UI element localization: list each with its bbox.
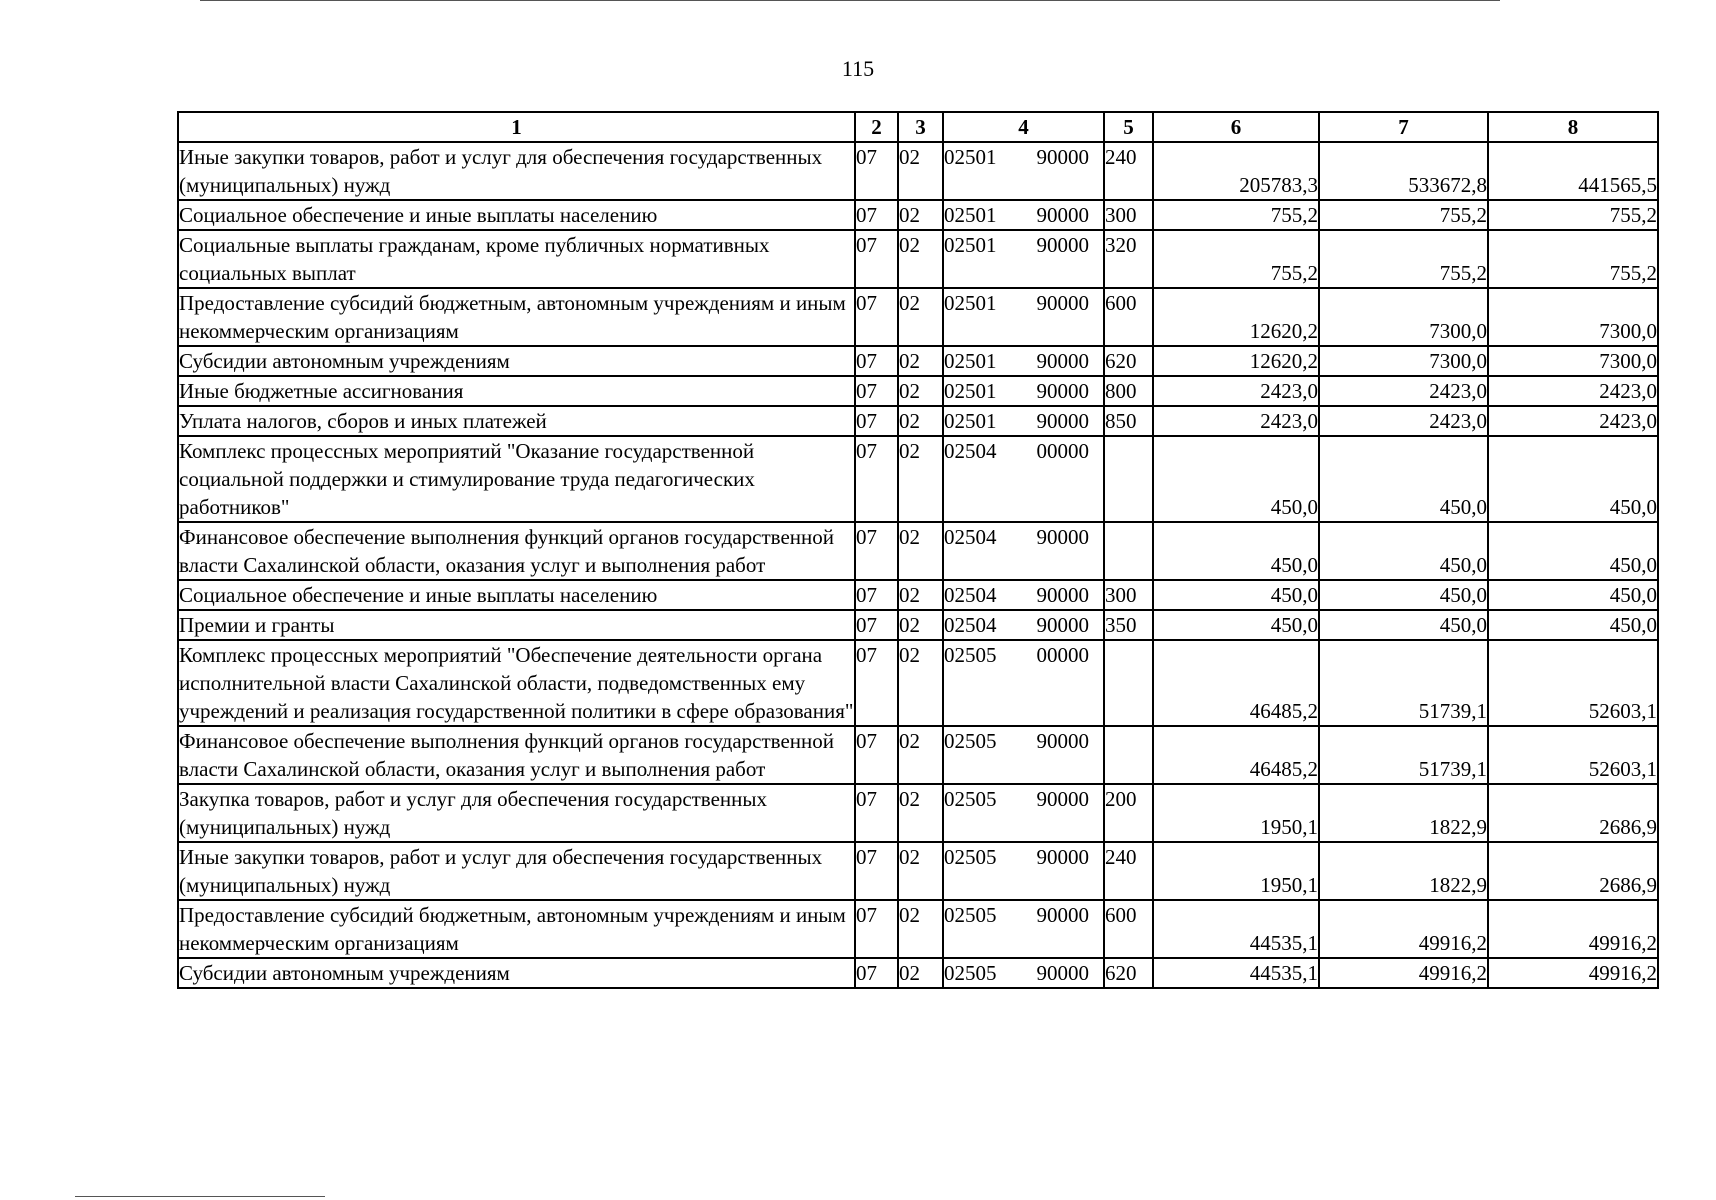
page-number: 115 — [841, 56, 875, 81]
row-section: 07 — [855, 726, 898, 784]
row-amount-col6: 450,0 — [1153, 580, 1319, 610]
target-article-direction: 90000 — [1036, 961, 1089, 985]
target-article-program: 02501 — [944, 349, 997, 373]
target-article-direction: 90000 — [1036, 613, 1089, 637]
row-expense-type: 300 — [1104, 200, 1153, 230]
row-expense-type — [1104, 640, 1153, 726]
row-amount-col6: 1950,1 — [1153, 784, 1319, 842]
target-article-parts — [944, 843, 1103, 871]
target-article-parts — [944, 727, 1103, 755]
row-section: 07 — [855, 580, 898, 610]
table-row — [178, 230, 1658, 288]
header-col-5: 5 — [1104, 112, 1153, 142]
row-amount-col6: 205783,3 — [1153, 142, 1319, 200]
table-row — [178, 376, 1658, 406]
target-article-direction: 90000 — [1036, 525, 1089, 549]
target-article-parts — [944, 201, 1103, 229]
target-article-program: 02501 — [944, 233, 997, 257]
row-amount-col8: 755,2 — [1488, 200, 1658, 230]
row-amount-col8: 7300,0 — [1488, 288, 1658, 346]
target-article-direction: 90000 — [1036, 903, 1089, 927]
row-amount-col8: 52603,1 — [1488, 726, 1658, 784]
row-amount-col8: 450,0 — [1488, 580, 1658, 610]
row-amount-col8: 450,0 — [1488, 436, 1658, 522]
table-row — [178, 436, 1658, 522]
budget-table-container — [177, 111, 1659, 989]
row-subsection: 02 — [898, 142, 943, 200]
target-article-parts — [944, 289, 1103, 317]
row-name: Комплекс процессных мероприятий "Обеспечение деятельности органа исполнительной власти Сахалинской области, подведомственных ему учреждений и реализация государственной политики в сфере образования" — [178, 640, 855, 726]
row-name: Уплата налогов, сборов и иных платежей — [178, 406, 855, 436]
table-row — [178, 142, 1658, 200]
row-amount-col6: 12620,2 — [1153, 346, 1319, 376]
target-article-program: 02505 — [944, 845, 997, 869]
row-target-article — [943, 522, 1104, 580]
header-col-3: 3 — [898, 112, 943, 142]
row-name: Финансовое обеспечение выполнения функций органов государственной власти Сахалинской области, оказания услуг и выполнения работ — [178, 726, 855, 784]
table-row — [178, 406, 1658, 436]
row-expense-type: 600 — [1104, 900, 1153, 958]
row-section: 07 — [855, 200, 898, 230]
row-name: Субсидии автономным учреждениям — [178, 958, 855, 988]
row-subsection: 02 — [898, 288, 943, 346]
row-amount-col7: 533672,8 — [1319, 142, 1488, 200]
target-article-direction: 00000 — [1036, 439, 1089, 463]
table-header-row — [178, 112, 1658, 142]
row-subsection: 02 — [898, 726, 943, 784]
row-expense-type — [1104, 522, 1153, 580]
row-target-article — [943, 288, 1104, 346]
target-article-program: 02501 — [944, 203, 997, 227]
row-subsection: 02 — [898, 230, 943, 288]
target-article-direction: 90000 — [1036, 379, 1089, 403]
row-amount-col7: 1822,9 — [1319, 784, 1488, 842]
row-expense-type: 620 — [1104, 958, 1153, 988]
target-article-direction: 90000 — [1036, 203, 1089, 227]
row-amount-col8: 52603,1 — [1488, 640, 1658, 726]
row-subsection: 02 — [898, 580, 943, 610]
row-expense-type: 240 — [1104, 142, 1153, 200]
row-section: 07 — [855, 436, 898, 522]
table-row — [178, 346, 1658, 376]
row-subsection: 02 — [898, 200, 943, 230]
row-subsection: 02 — [898, 406, 943, 436]
row-name: Иные бюджетные ассигнования — [178, 376, 855, 406]
target-article-parts — [944, 377, 1103, 405]
row-subsection: 02 — [898, 376, 943, 406]
row-subsection: 02 — [898, 784, 943, 842]
row-expense-type: 200 — [1104, 784, 1153, 842]
row-target-article — [943, 230, 1104, 288]
target-article-direction: 90000 — [1036, 409, 1089, 433]
table-row — [178, 640, 1658, 726]
row-subsection: 02 — [898, 842, 943, 900]
row-subsection: 02 — [898, 900, 943, 958]
target-article-direction: 90000 — [1036, 787, 1089, 811]
row-expense-type: 300 — [1104, 580, 1153, 610]
row-amount-col8: 7300,0 — [1488, 346, 1658, 376]
row-name: Комплекс процессных мероприятий "Оказание государственной социальной поддержки и стимулирование труда педагогических работников" — [178, 436, 855, 522]
row-name: Социальное обеспечение и иные выплаты населению — [178, 580, 855, 610]
row-name: Премии и гранты — [178, 610, 855, 640]
table-row — [178, 200, 1658, 230]
target-article-parts — [944, 581, 1103, 609]
table-row — [178, 842, 1658, 900]
target-article-direction: 90000 — [1036, 583, 1089, 607]
target-article-program: 02505 — [944, 961, 997, 985]
row-expense-type: 320 — [1104, 230, 1153, 288]
target-article-program: 02505 — [944, 903, 997, 927]
row-amount-col7: 450,0 — [1319, 580, 1488, 610]
row-amount-col8: 2686,9 — [1488, 842, 1658, 900]
row-expense-type: 800 — [1104, 376, 1153, 406]
row-amount-col6: 2423,0 — [1153, 376, 1319, 406]
row-name: Социальные выплаты гражданам, кроме публичных нормативных социальных выплат — [178, 230, 855, 288]
row-amount-col7: 2423,0 — [1319, 406, 1488, 436]
row-amount-col6: 12620,2 — [1153, 288, 1319, 346]
target-article-program: 02501 — [944, 291, 997, 315]
row-amount-col7: 450,0 — [1319, 610, 1488, 640]
target-article-direction: 90000 — [1036, 349, 1089, 373]
target-article-parts — [944, 641, 1103, 669]
row-amount-col8: 2686,9 — [1488, 784, 1658, 842]
target-article-direction: 90000 — [1036, 233, 1089, 257]
row-expense-type: 600 — [1104, 288, 1153, 346]
target-article-parts — [944, 407, 1103, 435]
row-amount-col7: 49916,2 — [1319, 900, 1488, 958]
row-amount-col8: 49916,2 — [1488, 900, 1658, 958]
row-target-article — [943, 346, 1104, 376]
row-amount-col7: 450,0 — [1319, 436, 1488, 522]
target-article-program: 02504 — [944, 439, 997, 463]
row-name: Субсидии автономным учреждениям — [178, 346, 855, 376]
row-target-article — [943, 436, 1104, 522]
row-name: Финансовое обеспечение выполнения функций органов государственной власти Сахалинской области, оказания услуг и выполнения работ — [178, 522, 855, 580]
row-subsection: 02 — [898, 522, 943, 580]
row-target-article — [943, 640, 1104, 726]
header-col-4: 4 — [943, 112, 1104, 142]
row-subsection: 02 — [898, 640, 943, 726]
row-amount-col6: 755,2 — [1153, 230, 1319, 288]
row-subsection: 02 — [898, 610, 943, 640]
row-target-article — [943, 610, 1104, 640]
row-section: 07 — [855, 230, 898, 288]
row-target-article — [943, 726, 1104, 784]
budget-table — [177, 111, 1659, 989]
row-section: 07 — [855, 522, 898, 580]
row-section: 07 — [855, 142, 898, 200]
table-row — [178, 610, 1658, 640]
row-name: Социальное обеспечение и иные выплаты населению — [178, 200, 855, 230]
header-col-1: 1 — [178, 112, 855, 142]
row-amount-col8: 2423,0 — [1488, 376, 1658, 406]
row-section: 07 — [855, 376, 898, 406]
row-section: 07 — [855, 640, 898, 726]
header-col-6: 6 — [1153, 112, 1319, 142]
target-article-parts — [944, 959, 1103, 987]
row-target-article — [943, 842, 1104, 900]
row-amount-col6: 46485,2 — [1153, 726, 1319, 784]
row-name: Предоставление субсидий бюджетным, автономным учреждениям и иным некоммерческим организациям — [178, 288, 855, 346]
target-article-parts — [944, 143, 1103, 171]
row-section: 07 — [855, 842, 898, 900]
target-article-parts — [944, 437, 1103, 465]
target-article-direction: 90000 — [1036, 145, 1089, 169]
row-amount-col7: 1822,9 — [1319, 842, 1488, 900]
row-amount-col8: 450,0 — [1488, 610, 1658, 640]
target-article-direction: 90000 — [1036, 845, 1089, 869]
row-amount-col8: 441565,5 — [1488, 142, 1658, 200]
row-name: Иные закупки товаров, работ и услуг для обеспечения государственных (муниципальных) нужд — [178, 142, 855, 200]
row-amount-col6: 1950,1 — [1153, 842, 1319, 900]
row-expense-type — [1104, 726, 1153, 784]
target-article-program: 02501 — [944, 145, 997, 169]
row-amount-col8: 49916,2 — [1488, 958, 1658, 988]
target-article-direction: 90000 — [1036, 729, 1089, 753]
header-col-8: 8 — [1488, 112, 1658, 142]
row-subsection: 02 — [898, 346, 943, 376]
table-row — [178, 784, 1658, 842]
row-amount-col7: 7300,0 — [1319, 346, 1488, 376]
target-article-program: 02504 — [944, 525, 997, 549]
row-target-article — [943, 376, 1104, 406]
row-amount-col6: 450,0 — [1153, 522, 1319, 580]
row-section: 07 — [855, 406, 898, 436]
row-target-article — [943, 580, 1104, 610]
row-amount-col6: 46485,2 — [1153, 640, 1319, 726]
row-amount-col8: 450,0 — [1488, 522, 1658, 580]
target-article-parts — [944, 347, 1103, 375]
row-section: 07 — [855, 288, 898, 346]
row-amount-col6: 755,2 — [1153, 200, 1319, 230]
row-section: 07 — [855, 900, 898, 958]
row-expense-type: 620 — [1104, 346, 1153, 376]
target-article-parts — [944, 523, 1103, 551]
row-amount-col6: 450,0 — [1153, 436, 1319, 522]
row-subsection: 02 — [898, 436, 943, 522]
table-body — [178, 142, 1658, 988]
table-row — [178, 900, 1658, 958]
row-target-article — [943, 200, 1104, 230]
row-expense-type: 350 — [1104, 610, 1153, 640]
table-row — [178, 288, 1658, 346]
row-amount-col6: 450,0 — [1153, 610, 1319, 640]
row-expense-type — [1104, 436, 1153, 522]
table-row — [178, 522, 1658, 580]
target-article-parts — [944, 231, 1103, 259]
row-target-article — [943, 406, 1104, 436]
row-amount-col7: 755,2 — [1319, 200, 1488, 230]
row-amount-col7: 7300,0 — [1319, 288, 1488, 346]
target-article-program: 02505 — [944, 643, 997, 667]
target-article-program: 02505 — [944, 729, 997, 753]
header-col-7: 7 — [1319, 112, 1488, 142]
target-article-parts — [944, 611, 1103, 639]
target-article-program: 02501 — [944, 409, 997, 433]
row-amount-col7: 49916,2 — [1319, 958, 1488, 988]
row-target-article — [943, 784, 1104, 842]
row-amount-col7: 450,0 — [1319, 522, 1488, 580]
top-scan-edge — [200, 0, 1500, 1]
row-section: 07 — [855, 610, 898, 640]
table-row — [178, 726, 1658, 784]
row-target-article — [943, 958, 1104, 988]
row-amount-col6: 2423,0 — [1153, 406, 1319, 436]
target-article-program: 02505 — [944, 787, 997, 811]
row-expense-type: 240 — [1104, 842, 1153, 900]
target-article-parts — [944, 901, 1103, 929]
row-target-article — [943, 142, 1104, 200]
table-row — [178, 580, 1658, 610]
row-section: 07 — [855, 784, 898, 842]
row-expense-type: 850 — [1104, 406, 1153, 436]
bottom-scan-edge — [75, 1196, 325, 1197]
row-amount-col6: 44535,1 — [1153, 900, 1319, 958]
row-target-article — [943, 900, 1104, 958]
target-article-direction: 90000 — [1036, 291, 1089, 315]
row-name: Предоставление субсидий бюджетным, автономным учреждениям и иным некоммерческим организациям — [178, 900, 855, 958]
row-name: Закупка товаров, работ и услуг для обеспечения государственных (муниципальных) нужд — [178, 784, 855, 842]
row-amount-col6: 44535,1 — [1153, 958, 1319, 988]
row-subsection: 02 — [898, 958, 943, 988]
target-article-direction: 00000 — [1036, 643, 1089, 667]
row-amount-col7: 755,2 — [1319, 230, 1488, 288]
row-amount-col8: 755,2 — [1488, 230, 1658, 288]
target-article-program: 02501 — [944, 379, 997, 403]
row-section: 07 — [855, 346, 898, 376]
target-article-program: 02504 — [944, 613, 997, 637]
row-amount-col7: 2423,0 — [1319, 376, 1488, 406]
row-section: 07 — [855, 958, 898, 988]
row-amount-col8: 2423,0 — [1488, 406, 1658, 436]
header-col-2: 2 — [855, 112, 898, 142]
target-article-parts — [944, 785, 1103, 813]
row-name: Иные закупки товаров, работ и услуг для обеспечения государственных (муниципальных) нужд — [178, 842, 855, 900]
row-amount-col7: 51739,1 — [1319, 726, 1488, 784]
table-row — [178, 958, 1658, 988]
row-amount-col7: 51739,1 — [1319, 640, 1488, 726]
target-article-program: 02504 — [944, 583, 997, 607]
